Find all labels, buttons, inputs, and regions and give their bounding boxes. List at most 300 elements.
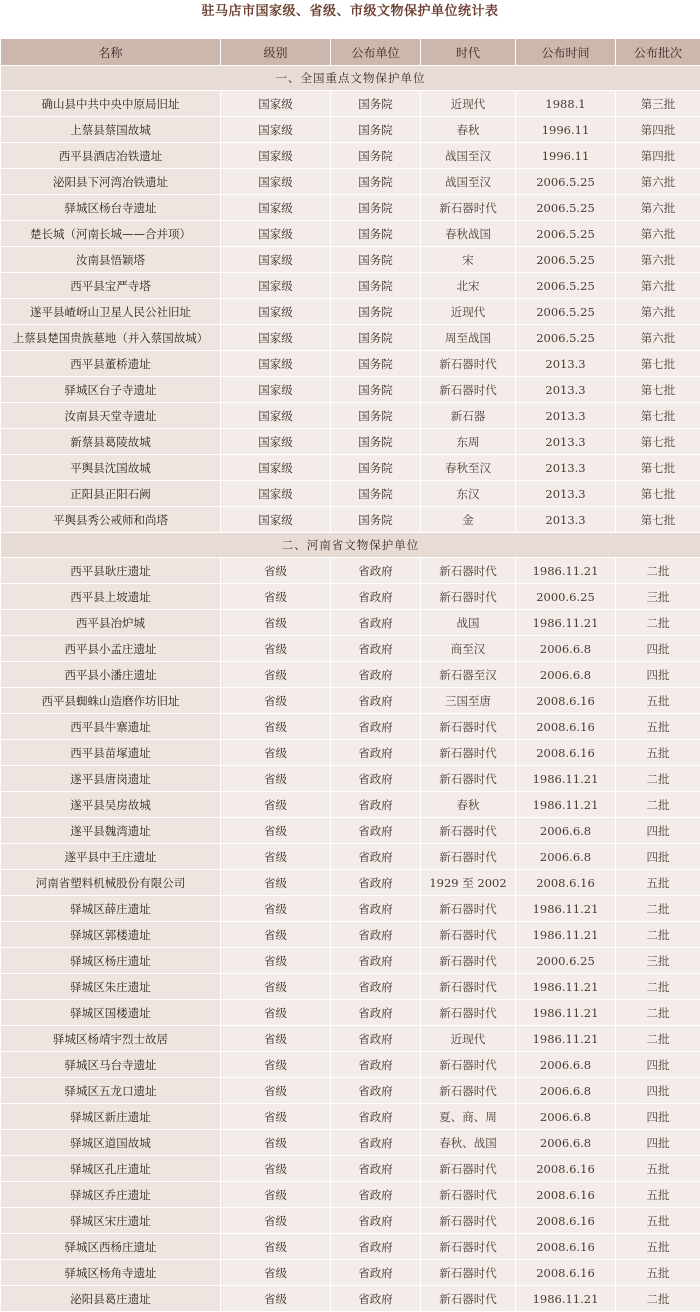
cell-name: 驿城区杨台寺遗址 <box>1 195 221 221</box>
cell-batch: 二批 <box>616 922 700 948</box>
cell-date: 1986.11.21 <box>516 1286 616 1312</box>
cell-level: 省级 <box>221 1052 331 1078</box>
cell-batch: 第七批 <box>616 403 700 429</box>
table-row <box>1 740 700 766</box>
cell-date: 2006.6.8 <box>516 1104 616 1130</box>
cell-level: 省级 <box>221 1104 331 1130</box>
cell-era: 战国 <box>421 610 516 636</box>
cell-era: 新石器时代 <box>421 195 516 221</box>
cell-issuer: 省政府 <box>331 714 421 740</box>
cell-name: 西平县牛寨遗址 <box>1 714 221 740</box>
cell-batch: 四批 <box>616 662 700 688</box>
cell-date: 2006.5.25 <box>516 299 616 325</box>
cell-era: 新石器时代 <box>421 1286 516 1312</box>
cell-era: 新石器时代 <box>421 1208 516 1234</box>
cell-name: 驿城区五龙口遗址 <box>1 1078 221 1104</box>
cell-date: 1986.11.21 <box>516 558 616 584</box>
cell-era: 春秋 <box>421 117 516 143</box>
cell-batch: 四批 <box>616 636 700 662</box>
table-row <box>1 1026 700 1052</box>
cell-era: 春秋至汉 <box>421 455 516 481</box>
cell-issuer: 国务院 <box>331 377 421 403</box>
cell-era: 商至汉 <box>421 636 516 662</box>
cell-batch: 五批 <box>616 1208 700 1234</box>
cell-level: 国家级 <box>221 403 331 429</box>
table-row <box>1 870 700 896</box>
cell-batch: 四批 <box>616 1078 700 1104</box>
cell-date: 2006.6.8 <box>516 844 616 870</box>
cell-issuer: 省政府 <box>331 1234 421 1260</box>
cell-date: 2006.6.8 <box>516 818 616 844</box>
cell-date: 2008.6.16 <box>516 870 616 896</box>
cell-name: 驿城区乔庄遗址 <box>1 1182 221 1208</box>
cell-era: 新石器至汉 <box>421 662 516 688</box>
cell-level: 国家级 <box>221 481 331 507</box>
cell-era: 新石器时代 <box>421 896 516 922</box>
cell-issuer: 省政府 <box>331 948 421 974</box>
table-row <box>1 1104 700 1130</box>
cell-date: 1996.11 <box>516 143 616 169</box>
cell-name: 驿城区台子寺遗址 <box>1 377 221 403</box>
page-title: 驻马店市国家级、省级、市级文物保护单位统计表 <box>0 0 700 38</box>
cell-level: 省级 <box>221 870 331 896</box>
cell-era: 新石器时代 <box>421 351 516 377</box>
table-row <box>1 377 700 403</box>
cell-name: 驿城区杨角寺遗址 <box>1 1260 221 1286</box>
cell-level: 国家级 <box>221 377 331 403</box>
cell-name: 西平县酒店冶铁遗址 <box>1 143 221 169</box>
cell-era: 近现代 <box>421 299 516 325</box>
cell-date: 1986.11.21 <box>516 792 616 818</box>
cell-date: 2013.3 <box>516 455 616 481</box>
table-row <box>1 325 700 351</box>
cell-batch: 第六批 <box>616 273 700 299</box>
cell-batch: 五批 <box>616 714 700 740</box>
cell-name: 驿城区杨靖宇烈士故居 <box>1 1026 221 1052</box>
cell-era: 新石器时代 <box>421 558 516 584</box>
table-row <box>1 636 700 662</box>
table-row <box>1 1000 700 1026</box>
cell-name: 西平县冶炉城 <box>1 610 221 636</box>
cell-era: 新石器时代 <box>421 1156 516 1182</box>
table-row <box>1 662 700 688</box>
table-row <box>1 974 700 1000</box>
cell-batch: 五批 <box>616 1182 700 1208</box>
cell-era: 东汉 <box>421 481 516 507</box>
cell-name: 西平县上坡遗址 <box>1 584 221 610</box>
cell-issuer: 省政府 <box>331 1208 421 1234</box>
cell-level: 省级 <box>221 714 331 740</box>
cell-level: 省级 <box>221 1182 331 1208</box>
cell-level: 省级 <box>221 844 331 870</box>
table-row <box>1 143 700 169</box>
cell-era: 东周 <box>421 429 516 455</box>
cell-level: 省级 <box>221 974 331 1000</box>
cell-name: 泌阳县葛庄遗址 <box>1 1286 221 1312</box>
cell-issuer: 省政府 <box>331 974 421 1000</box>
table-row <box>1 455 700 481</box>
cell-batch: 五批 <box>616 1260 700 1286</box>
cell-batch: 五批 <box>616 1156 700 1182</box>
cell-level: 省级 <box>221 1000 331 1026</box>
table-row <box>1 714 700 740</box>
cell-issuer: 国务院 <box>331 247 421 273</box>
cell-issuer: 国务院 <box>331 143 421 169</box>
cell-level: 国家级 <box>221 169 331 195</box>
cell-date: 2008.6.16 <box>516 1182 616 1208</box>
cell-era: 新石器时代 <box>421 974 516 1000</box>
cell-batch: 二批 <box>616 558 700 584</box>
cell-issuer: 省政府 <box>331 1104 421 1130</box>
cell-name: 汝南县天堂寺遗址 <box>1 403 221 429</box>
cell-batch: 二批 <box>616 1000 700 1026</box>
cell-level: 国家级 <box>221 299 331 325</box>
cell-batch: 第四批 <box>616 117 700 143</box>
cell-name: 驿城区国楼遗址 <box>1 1000 221 1026</box>
cell-name: 驿城区朱庄遗址 <box>1 974 221 1000</box>
cell-batch: 第三批 <box>616 91 700 117</box>
table-row <box>1 948 700 974</box>
cell-era: 宋 <box>421 247 516 273</box>
cell-name: 西平县苗塚遗址 <box>1 740 221 766</box>
cell-batch: 第七批 <box>616 429 700 455</box>
cell-batch: 第六批 <box>616 325 700 351</box>
cell-batch: 第六批 <box>616 299 700 325</box>
cell-date: 2008.6.16 <box>516 714 616 740</box>
cell-era: 新石器 <box>421 403 516 429</box>
heritage-table <box>0 38 700 1312</box>
table-row <box>1 1156 700 1182</box>
col-header-name: 名称 <box>1 39 221 66</box>
cell-issuer: 省政府 <box>331 818 421 844</box>
table-row <box>1 1078 700 1104</box>
cell-date: 2008.6.16 <box>516 1208 616 1234</box>
cell-level: 省级 <box>221 662 331 688</box>
cell-era: 新石器时代 <box>421 1182 516 1208</box>
cell-date: 1986.11.21 <box>516 766 616 792</box>
cell-issuer: 国务院 <box>331 351 421 377</box>
cell-issuer: 省政府 <box>331 1130 421 1156</box>
cell-batch: 五批 <box>616 870 700 896</box>
cell-issuer: 省政府 <box>331 1182 421 1208</box>
cell-name: 遂平县中王庄遗址 <box>1 844 221 870</box>
cell-level: 国家级 <box>221 455 331 481</box>
cell-issuer: 国务院 <box>331 481 421 507</box>
cell-era: 新石器时代 <box>421 714 516 740</box>
cell-level: 国家级 <box>221 247 331 273</box>
cell-date: 2006.5.25 <box>516 325 616 351</box>
cell-batch: 五批 <box>616 688 700 714</box>
cell-date: 2013.3 <box>516 481 616 507</box>
cell-level: 省级 <box>221 1286 331 1312</box>
cell-name: 驿城区马台寺遗址 <box>1 1052 221 1078</box>
cell-batch: 四批 <box>616 1130 700 1156</box>
cell-batch: 二批 <box>616 896 700 922</box>
table-row <box>1 688 700 714</box>
cell-issuer: 国务院 <box>331 429 421 455</box>
cell-batch: 第七批 <box>616 455 700 481</box>
cell-level: 国家级 <box>221 195 331 221</box>
cell-date: 2006.5.25 <box>516 273 616 299</box>
cell-name: 遂平县唐岗遗址 <box>1 766 221 792</box>
cell-date: 2006.5.25 <box>516 195 616 221</box>
table-row <box>1 1208 700 1234</box>
cell-batch: 第六批 <box>616 247 700 273</box>
section-row <box>1 533 700 558</box>
cell-batch: 第六批 <box>616 195 700 221</box>
cell-date: 1986.11.21 <box>516 610 616 636</box>
table-body <box>1 66 700 1312</box>
cell-date: 2013.3 <box>516 429 616 455</box>
cell-era: 新石器时代 <box>421 766 516 792</box>
cell-name: 上蔡县蔡国故城 <box>1 117 221 143</box>
cell-date: 2008.6.16 <box>516 1234 616 1260</box>
cell-name: 汝南县悟颖塔 <box>1 247 221 273</box>
cell-level: 省级 <box>221 584 331 610</box>
table-row <box>1 1052 700 1078</box>
table-row <box>1 584 700 610</box>
cell-date: 1986.11.21 <box>516 1026 616 1052</box>
table-row <box>1 1130 700 1156</box>
cell-era: 战国至汉 <box>421 143 516 169</box>
cell-issuer: 国务院 <box>331 273 421 299</box>
cell-batch: 三批 <box>616 948 700 974</box>
cell-name: 泌阳县下河湾冶铁遗址 <box>1 169 221 195</box>
cell-level: 省级 <box>221 1130 331 1156</box>
cell-name: 西平县耿庄遗址 <box>1 558 221 584</box>
cell-level: 省级 <box>221 948 331 974</box>
cell-name: 确山县中共中央中原局旧址 <box>1 91 221 117</box>
cell-name: 楚长城（河南长城——合并项） <box>1 221 221 247</box>
cell-date: 2006.5.25 <box>516 221 616 247</box>
table-row <box>1 273 700 299</box>
cell-date: 1986.11.21 <box>516 896 616 922</box>
table-row <box>1 195 700 221</box>
col-header-level: 级别 <box>221 39 331 66</box>
cell-issuer: 省政府 <box>331 896 421 922</box>
table-row <box>1 558 700 584</box>
cell-level: 省级 <box>221 688 331 714</box>
cell-level: 国家级 <box>221 273 331 299</box>
section-row <box>1 66 700 91</box>
cell-level: 省级 <box>221 1234 331 1260</box>
cell-date: 2006.6.8 <box>516 1130 616 1156</box>
cell-issuer: 省政府 <box>331 610 421 636</box>
cell-date: 2013.3 <box>516 351 616 377</box>
cell-issuer: 省政府 <box>331 558 421 584</box>
cell-issuer: 省政府 <box>331 1286 421 1312</box>
cell-name: 正阳县正阳石阙 <box>1 481 221 507</box>
cell-level: 省级 <box>221 766 331 792</box>
cell-issuer: 省政府 <box>331 1156 421 1182</box>
cell-batch: 第四批 <box>616 143 700 169</box>
cell-name: 遂平县吴房故城 <box>1 792 221 818</box>
cell-era: 金 <box>421 507 516 533</box>
cell-level: 国家级 <box>221 507 331 533</box>
cell-name: 西平县小潘庄遗址 <box>1 662 221 688</box>
cell-date: 1988.1 <box>516 91 616 117</box>
cell-issuer: 省政府 <box>331 688 421 714</box>
cell-level: 省级 <box>221 558 331 584</box>
cell-batch: 第七批 <box>616 351 700 377</box>
cell-era: 新石器时代 <box>421 1078 516 1104</box>
table-row <box>1 1286 700 1312</box>
cell-date: 2000.6.25 <box>516 584 616 610</box>
cell-name: 西平县蜘蛛山造磨作坊旧址 <box>1 688 221 714</box>
cell-date: 2006.5.25 <box>516 247 616 273</box>
cell-batch: 四批 <box>616 1052 700 1078</box>
cell-batch: 二批 <box>616 974 700 1000</box>
cell-name: 平舆县沈国故城 <box>1 455 221 481</box>
cell-date: 2013.3 <box>516 377 616 403</box>
cell-era: 近现代 <box>421 1026 516 1052</box>
cell-era: 新石器时代 <box>421 1234 516 1260</box>
cell-batch: 四批 <box>616 818 700 844</box>
cell-name: 遂平县嵖岈山卫星人民公社旧址 <box>1 299 221 325</box>
cell-era: 1929 至 2002 <box>421 870 516 896</box>
cell-batch: 二批 <box>616 792 700 818</box>
table-row <box>1 818 700 844</box>
cell-level: 省级 <box>221 1078 331 1104</box>
cell-batch: 二批 <box>616 610 700 636</box>
cell-era: 北宋 <box>421 273 516 299</box>
cell-batch: 四批 <box>616 844 700 870</box>
cell-era: 新石器时代 <box>421 948 516 974</box>
cell-issuer: 国务院 <box>331 403 421 429</box>
table-row <box>1 247 700 273</box>
cell-date: 2013.3 <box>516 507 616 533</box>
cell-level: 省级 <box>221 1260 331 1286</box>
cell-level: 省级 <box>221 896 331 922</box>
cell-level: 省级 <box>221 1156 331 1182</box>
cell-issuer: 省政府 <box>331 584 421 610</box>
cell-date: 2008.6.16 <box>516 688 616 714</box>
cell-era: 新石器时代 <box>421 1260 516 1286</box>
cell-date: 2013.3 <box>516 403 616 429</box>
cell-level: 省级 <box>221 792 331 818</box>
table-row <box>1 1234 700 1260</box>
cell-date: 2008.6.16 <box>516 740 616 766</box>
cell-issuer: 国务院 <box>331 195 421 221</box>
cell-level: 国家级 <box>221 143 331 169</box>
cell-level: 国家级 <box>221 221 331 247</box>
cell-batch: 二批 <box>616 766 700 792</box>
cell-name: 驿城区道国故城 <box>1 1130 221 1156</box>
table-row <box>1 610 700 636</box>
cell-issuer: 国务院 <box>331 169 421 195</box>
cell-date: 2006.6.8 <box>516 1078 616 1104</box>
cell-batch: 第七批 <box>616 481 700 507</box>
cell-issuer: 省政府 <box>331 1078 421 1104</box>
cell-date: 1986.11.21 <box>516 922 616 948</box>
table-row <box>1 221 700 247</box>
cell-level: 国家级 <box>221 91 331 117</box>
table-row <box>1 896 700 922</box>
cell-issuer: 国务院 <box>331 507 421 533</box>
cell-issuer: 省政府 <box>331 1026 421 1052</box>
cell-issuer: 省政府 <box>331 870 421 896</box>
cell-date: 1986.11.21 <box>516 1000 616 1026</box>
cell-batch: 五批 <box>616 740 700 766</box>
cell-era: 周至战国 <box>421 325 516 351</box>
table-row <box>1 299 700 325</box>
cell-issuer: 国务院 <box>331 221 421 247</box>
col-header-issuer: 公布单位 <box>331 39 421 66</box>
cell-name: 上蔡县楚国贵族墓地（并入蔡国故城） <box>1 325 221 351</box>
table-row <box>1 507 700 533</box>
cell-era: 新石器时代 <box>421 377 516 403</box>
cell-issuer: 省政府 <box>331 662 421 688</box>
cell-date: 2006.6.8 <box>516 636 616 662</box>
cell-batch: 二批 <box>616 1026 700 1052</box>
cell-era: 夏、商、周 <box>421 1104 516 1130</box>
cell-batch: 第六批 <box>616 169 700 195</box>
cell-level: 国家级 <box>221 351 331 377</box>
table-row <box>1 117 700 143</box>
table-row <box>1 922 700 948</box>
cell-name: 西平县宝严寺塔 <box>1 273 221 299</box>
cell-issuer: 国务院 <box>331 325 421 351</box>
cell-batch: 五批 <box>616 1234 700 1260</box>
cell-era: 新石器时代 <box>421 922 516 948</box>
cell-issuer: 省政府 <box>331 766 421 792</box>
col-header-era: 时代 <box>421 39 516 66</box>
cell-issuer: 国务院 <box>331 91 421 117</box>
cell-era: 新石器时代 <box>421 740 516 766</box>
cell-batch: 二批 <box>616 1286 700 1312</box>
cell-level: 省级 <box>221 922 331 948</box>
cell-date: 2008.6.16 <box>516 1260 616 1286</box>
cell-date: 2006.6.8 <box>516 662 616 688</box>
table-row <box>1 1182 700 1208</box>
cell-batch: 四批 <box>616 1104 700 1130</box>
cell-name: 河南省塑料机械股份有限公司 <box>1 870 221 896</box>
cell-era: 新石器时代 <box>421 584 516 610</box>
cell-name: 驿城区郭楼遗址 <box>1 922 221 948</box>
cell-date: 1996.11 <box>516 117 616 143</box>
cell-issuer: 国务院 <box>331 299 421 325</box>
cell-level: 国家级 <box>221 325 331 351</box>
cell-date: 1986.11.21 <box>516 974 616 1000</box>
table-row <box>1 403 700 429</box>
cell-name: 驿城区宋庄遗址 <box>1 1208 221 1234</box>
table-row <box>1 169 700 195</box>
cell-name: 平舆县秀公戒师和尚塔 <box>1 507 221 533</box>
cell-date: 2000.6.25 <box>516 948 616 974</box>
cell-issuer: 省政府 <box>331 1260 421 1286</box>
cell-level: 国家级 <box>221 429 331 455</box>
cell-issuer: 省政府 <box>331 636 421 662</box>
cell-issuer: 国务院 <box>331 117 421 143</box>
table-row <box>1 1260 700 1286</box>
table-row <box>1 351 700 377</box>
cell-batch: 第六批 <box>616 221 700 247</box>
cell-era: 春秋、战国 <box>421 1130 516 1156</box>
cell-name: 驿城区薛庄遗址 <box>1 896 221 922</box>
cell-name: 驿城区西杨庄遗址 <box>1 1234 221 1260</box>
cell-name: 遂平县魏湾遗址 <box>1 818 221 844</box>
cell-name: 西平县小孟庄遗址 <box>1 636 221 662</box>
cell-era: 新石器时代 <box>421 818 516 844</box>
cell-name: 驿城区杨庄遗址 <box>1 948 221 974</box>
cell-level: 省级 <box>221 1026 331 1052</box>
cell-issuer: 省政府 <box>331 1052 421 1078</box>
cell-level: 省级 <box>221 818 331 844</box>
cell-issuer: 省政府 <box>331 792 421 818</box>
section-heading: 二、河南省文物保护单位 <box>1 533 700 558</box>
table-row <box>1 792 700 818</box>
cell-era: 新石器时代 <box>421 1052 516 1078</box>
